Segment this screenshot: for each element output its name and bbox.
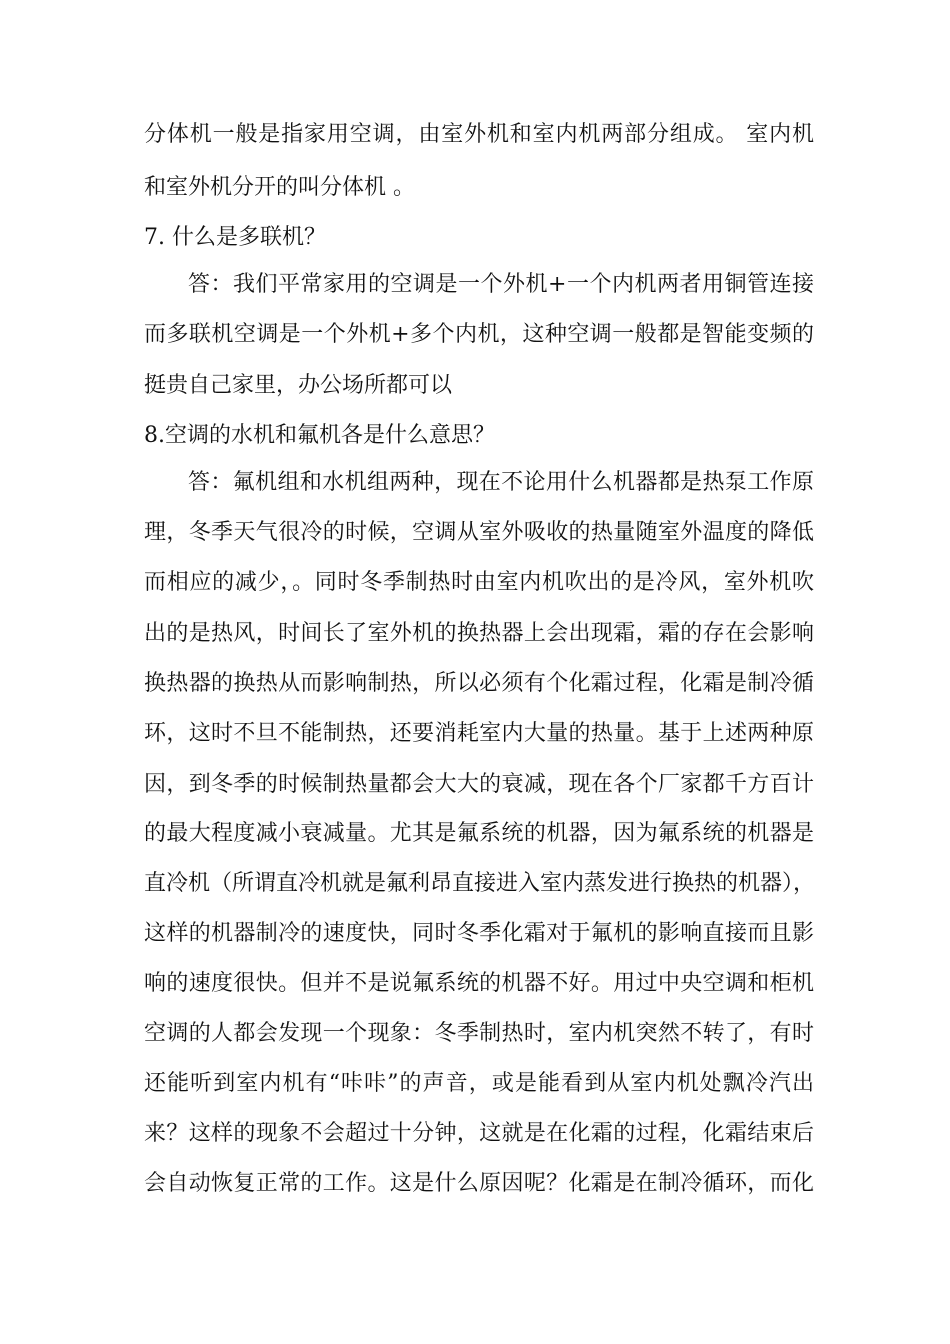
paragraph-line: 答：氟机组和水机组两种，现在不论用什么机器都是热泵工作原 [188,470,814,495]
question-heading-8: 8.空调的水机和氟机各是什么意思？ [144,423,495,448]
paragraph-line: 和室外机分开的叫分体机 。 [144,175,415,200]
paragraph-line: 会自动恢复正常的工作。这是什么原因呢？化霜是在制冷循环，而化 [144,1171,814,1196]
paragraph-line: 答：我们平常家用的空调是一个外机+一个内机两者用铜管连接 [188,272,814,297]
paragraph-line: 而多联机空调是一个外机+多个内机，这种空调一般都是智能变频的 [144,322,814,347]
paragraph-line: 而相应的减少，。同时冬季制热时由室内机吹出的是冷风，室外机吹 [144,570,814,595]
paragraph-line: 响的速度很快。但并不是说氟系统的机器不好。用过中央空调和柜机 [144,971,814,996]
paragraph-line: 环，这时不旦不能制热，还要消耗室内大量的热量。基于上述两种原 [144,721,814,746]
paragraph-line: 挺贵自己家里，办公场所都可以 [144,373,453,398]
paragraph-line: 空调的人都会发现一个现象：冬季制热时，室内机突然不转了，有时 [144,1021,814,1046]
paragraph-line: 因，到冬季的时候制热量都会大大的衰减，现在各个厂家都千方百计 [144,772,814,797]
question-heading-7: 7. 什么是多联机？ [144,225,326,250]
paragraph-line: 的最大程度减小衰减量。尤其是氟系统的机器，因为氟系统的机器是 [144,821,814,846]
paragraph-line: 理，冬季天气很冷的时候，空调从室外吸收的热量随室外温度的降低 [144,520,814,545]
paragraph-line: 这样的机器制冷的速度快，同时冬季化霜对于氟机的影响直接而且影 [144,921,814,946]
paragraph-line: 来？这样的现象不会超过十分钟，这就是在化霜的过程，化霜结束后 [144,1121,814,1146]
paragraph-line: 换热器的换热从而影响制热，所以必须有个化霜过程，化霜是制冷循 [144,671,814,696]
paragraph-line: 直冷机（所谓直冷机就是氟利昂直接进入室内蒸发进行换热的机器）， [144,871,816,896]
paragraph-line: 还能听到室内机有“咔咔”的声音，或是能看到从室内机处飘冷汽出 [144,1071,814,1096]
paragraph-line: 分体机一般是指家用空调，由室外机和室内机两部分组成。 室内机 [144,122,814,147]
paragraph-line: 出的是热风，时间长了室外机的换热器上会出现霜，霜的存在会影响 [144,621,814,646]
